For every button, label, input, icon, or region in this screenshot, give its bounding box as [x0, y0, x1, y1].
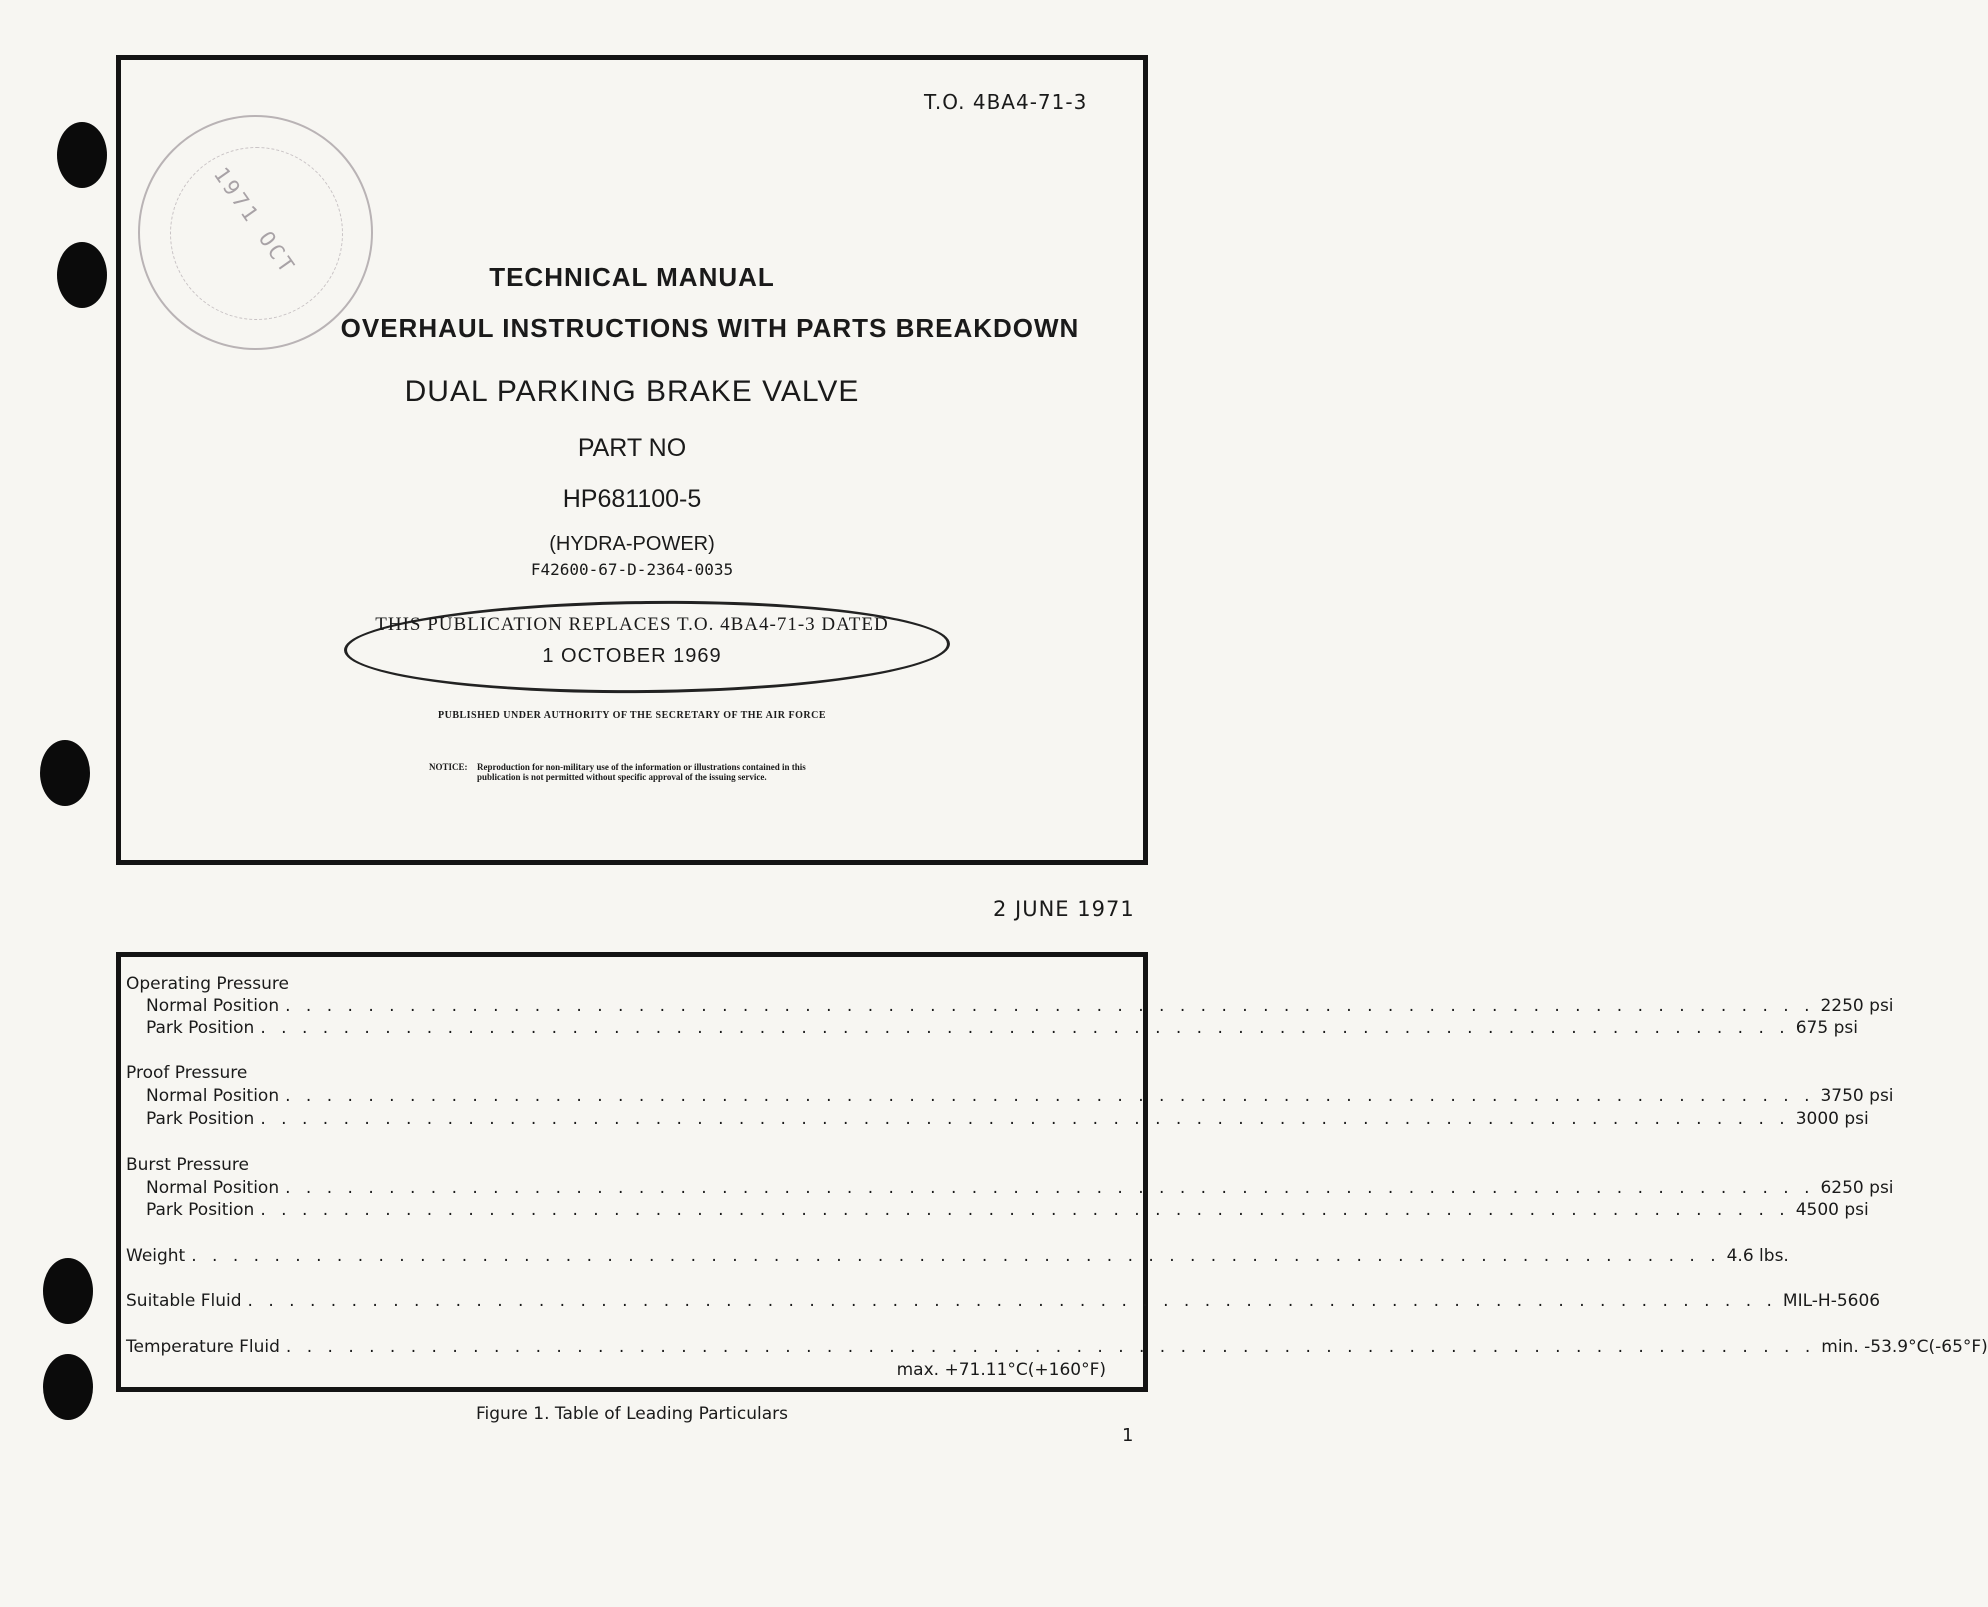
proof-park-row [126, 1109, 1869, 1131]
item-name: DUAL PARKING BRAKE VALVE [404, 375, 860, 408]
replaces-notice: THIS PUBLICATION REPLACES T.O. 4BA4-71-3 DATED [375, 614, 889, 635]
part-number-label: PART NO [577, 434, 687, 462]
burst-park-row [126, 1200, 1869, 1222]
dot-leader: . . . . . . . . . . . . . . . . . . . . . . . . . . . . . . . . . . . . . . . . . . . . . . . . . . . . . . . . . . . . . . . . . . . . . . . . . . [247, 1291, 1777, 1311]
spec-value: MIL-H-5606 [1782, 1291, 1881, 1311]
spec-label: Normal Position [146, 996, 280, 1016]
binder-hole [57, 242, 107, 308]
operating-normal-row [126, 996, 1894, 1018]
dot-leader: . . . . . . . . . . . . . . . . . . . . . . . . . . . . . . . . . . . . . . . . . . . . . . . . . . . . . . . . . . . . . . . . . . . . . . . . . . [285, 1086, 1815, 1106]
binder-hole [40, 740, 90, 806]
to-number: T.O. 4BA4-71-3 [924, 90, 1088, 114]
burst-normal-row [126, 1178, 1894, 1200]
dot-leader: . . . . . . . . . . . . . . . . . . . . . . . . . . . . . . . . . . . . . . . . . . . . . . . . . . . . . . . . . . . . . . . . . . . . . . . . . . [285, 1178, 1815, 1198]
dot-leader: . . . . . . . . . . . . . . . . . . . . . . . . . . . . . . . . . . . . . . . . . . . . . . . . . . . . . . . . . . . . . . . . . . . . . . . . . . [285, 1337, 1816, 1357]
dot-leader: . . . . . . . . . . . . . . . . . . . . . . . . . . . . . . . . . . . . . . . . . . . . . . . . . . . . . . . . . . . . . . . . . . . . . . . . . . [285, 996, 1815, 1016]
spec-label: Park Position [146, 1018, 255, 1038]
dot-leader: . . . . . . . . . . . . . . . . . . . . . . . . . . . . . . . . . . . . . . . . . . . . . . . . . . . . . . . . . . . . . . . . . . . . . . . . . . [260, 1200, 1790, 1220]
weight-row [126, 1246, 1789, 1268]
binder-hole [57, 122, 107, 188]
spec-value-max: max. +71.11°C(+160°F) [896, 1360, 1106, 1380]
manual-type: TECHNICAL MANUAL [489, 262, 775, 292]
replaces-date: 1 OCTOBER 1969 [542, 645, 722, 667]
spec-label: Weight [126, 1246, 186, 1266]
reproduction-notice [429, 762, 834, 782]
spec-value: 3750 psi [1820, 1086, 1894, 1106]
manufacturer: (HYDRA-POWER) [549, 533, 715, 555]
spec-label: Park Position [146, 1200, 255, 1220]
operating-pressure-heading: Operating Pressure [126, 974, 289, 994]
spec-value: 2250 psi [1820, 996, 1894, 1016]
dot-leader: . . . . . . . . . . . . . . . . . . . . . . . . . . . . . . . . . . . . . . . . . . . . . . . . . . . . . . . . . . . . . . . . . . . . . . . . . . [260, 1109, 1790, 1129]
notice-label: NOTICE: [429, 762, 468, 772]
publication-date: 2 JUNE 1971 [993, 897, 1135, 921]
notice-body: Reproduction for non-military use of the information or illustrations contained in this publication is not permitted without specific approval of the issuing service. [477, 762, 806, 782]
spec-label: Suitable Fluid [126, 1291, 242, 1311]
figure-caption: Figure 1. Table of Leading Particulars [475, 1404, 788, 1424]
spec-value: 675 psi [1795, 1018, 1858, 1038]
page-number: 1 [1122, 1425, 1134, 1446]
spec-value: 3000 psi [1795, 1109, 1869, 1129]
proof-pressure-heading: Proof Pressure [126, 1063, 248, 1083]
proof-normal-row [126, 1086, 1894, 1108]
suitable-fluid-row [126, 1291, 1881, 1313]
dot-leader: . . . . . . . . . . . . . . . . . . . . . . . . . . . . . . . . . . . . . . . . . . . . . . . . . . . . . . . . . . . . . . . . . . . . . . . . . . [191, 1246, 1721, 1266]
operating-park-row [126, 1018, 1858, 1040]
manual-subtitle: OVERHAUL INSTRUCTIONS WITH PARTS BREAKDOWN [340, 313, 1080, 343]
spec-value: 4500 psi [1795, 1200, 1869, 1220]
spec-value: 6250 psi [1820, 1178, 1894, 1198]
spec-label: Normal Position [146, 1086, 280, 1106]
binder-hole [43, 1258, 93, 1324]
spec-value-min: min. -53.9°C(-65°F) [1821, 1337, 1988, 1357]
spec-label: Park Position [146, 1109, 255, 1129]
burst-pressure-heading: Burst Pressure [126, 1155, 249, 1175]
stamp-text: 1971 OCT [208, 162, 301, 280]
authority-statement: PUBLISHED UNDER AUTHORITY OF THE SECRETARY OF THE AIR FORCE [437, 710, 826, 721]
dot-leader: . . . . . . . . . . . . . . . . . . . . . . . . . . . . . . . . . . . . . . . . . . . . . . . . . . . . . . . . . . . . . . . . . . . . . . . . . . [260, 1018, 1790, 1038]
binder-hole [43, 1354, 93, 1420]
contract-number: F42600-67-D-2364-0035 [530, 560, 734, 579]
part-number: HP681100-5 [562, 485, 702, 513]
temperature-fluid-row [126, 1337, 1988, 1359]
spec-value: 4.6 lbs. [1726, 1246, 1789, 1266]
spec-label: Normal Position [146, 1178, 280, 1198]
spec-label: Temperature Fluid [126, 1337, 280, 1357]
